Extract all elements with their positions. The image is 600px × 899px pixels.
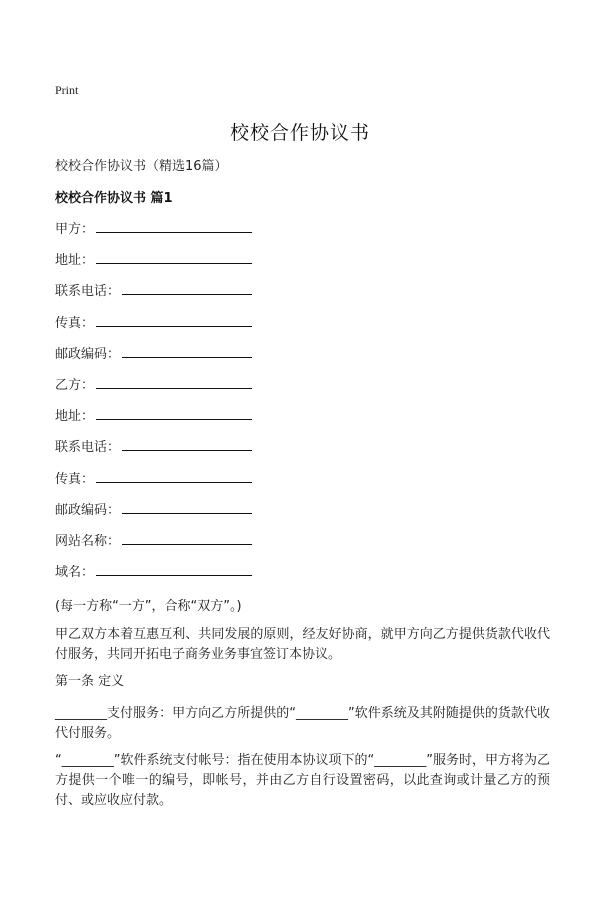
document-subtitle: 校校合作协议书（精选16篇）: [55, 159, 228, 174]
blank-line: [96, 312, 252, 327]
party-fields: [55, 218, 555, 592]
blank-line: [96, 249, 252, 264]
blank-line: [96, 405, 252, 420]
field-party-a: [55, 218, 555, 249]
document-title: 校校合作协议书: [229, 122, 370, 144]
field-label: 域名：: [55, 565, 95, 581]
field-domain: [55, 561, 555, 592]
field-fax-b: [55, 468, 555, 499]
blank-line: [122, 530, 252, 545]
field-label: 传真：: [55, 471, 95, 487]
blank-line: [96, 468, 252, 483]
definition-paragraph-2: “________”软件系统支付帐号：指在使用本协议项下的“________”服务时，甲方将为乙方提供一个唯一的编号，即帐号，并由乙方自行设置密码，以此查询或计量乙方的预付、或应收应付款。: [55, 753, 550, 808]
blank-line: [96, 374, 252, 389]
field-fax-a: [55, 312, 555, 343]
blank-line: [122, 343, 252, 358]
field-label: 地址：: [55, 253, 95, 269]
field-label: 网站名称：: [55, 533, 121, 549]
print-label: Print: [55, 83, 79, 97]
section-heading: 校校合作协议书 篇1: [55, 191, 173, 206]
field-postcode-b: [55, 499, 555, 530]
blank-line: [122, 499, 252, 514]
definition-paragraph-1: ________支付服务：甲方向乙方所提供的“________”软件系统及其附随提供的货款代收代付服务。: [55, 706, 550, 741]
blank-line: [122, 436, 252, 451]
field-address-a: [55, 249, 555, 280]
field-phone-a: [55, 280, 555, 311]
article-heading: 第一条 定义: [55, 674, 125, 689]
field-website-name: [55, 530, 555, 561]
field-party-b: [55, 374, 555, 405]
field-label: 传真：: [55, 315, 95, 331]
field-postcode-a: [55, 343, 555, 374]
field-label: 邮政编码：: [55, 502, 121, 518]
field-label: 甲方：: [55, 222, 95, 237]
parties-note: (每一方称“一方”，合称“双方”。): [55, 599, 242, 614]
field-label: 邮政编码：: [55, 346, 121, 362]
blank-line: [96, 218, 252, 233]
field-label: 联系电话：: [55, 440, 121, 456]
field-address-b: [55, 405, 555, 436]
field-label: 乙方：: [55, 377, 95, 393]
intro-paragraph: 甲乙双方本着互惠互利、共同发展的原则，经友好协商，就甲方向乙方提供货款代收代付服务，共同开拓电子商务业务事宜签订本协议。: [55, 627, 550, 662]
field-label: 联系电话：: [55, 284, 121, 300]
field-phone-b: [55, 436, 555, 467]
field-label: 地址：: [55, 409, 95, 425]
blank-line: [122, 280, 252, 295]
blank-line: [96, 561, 252, 576]
